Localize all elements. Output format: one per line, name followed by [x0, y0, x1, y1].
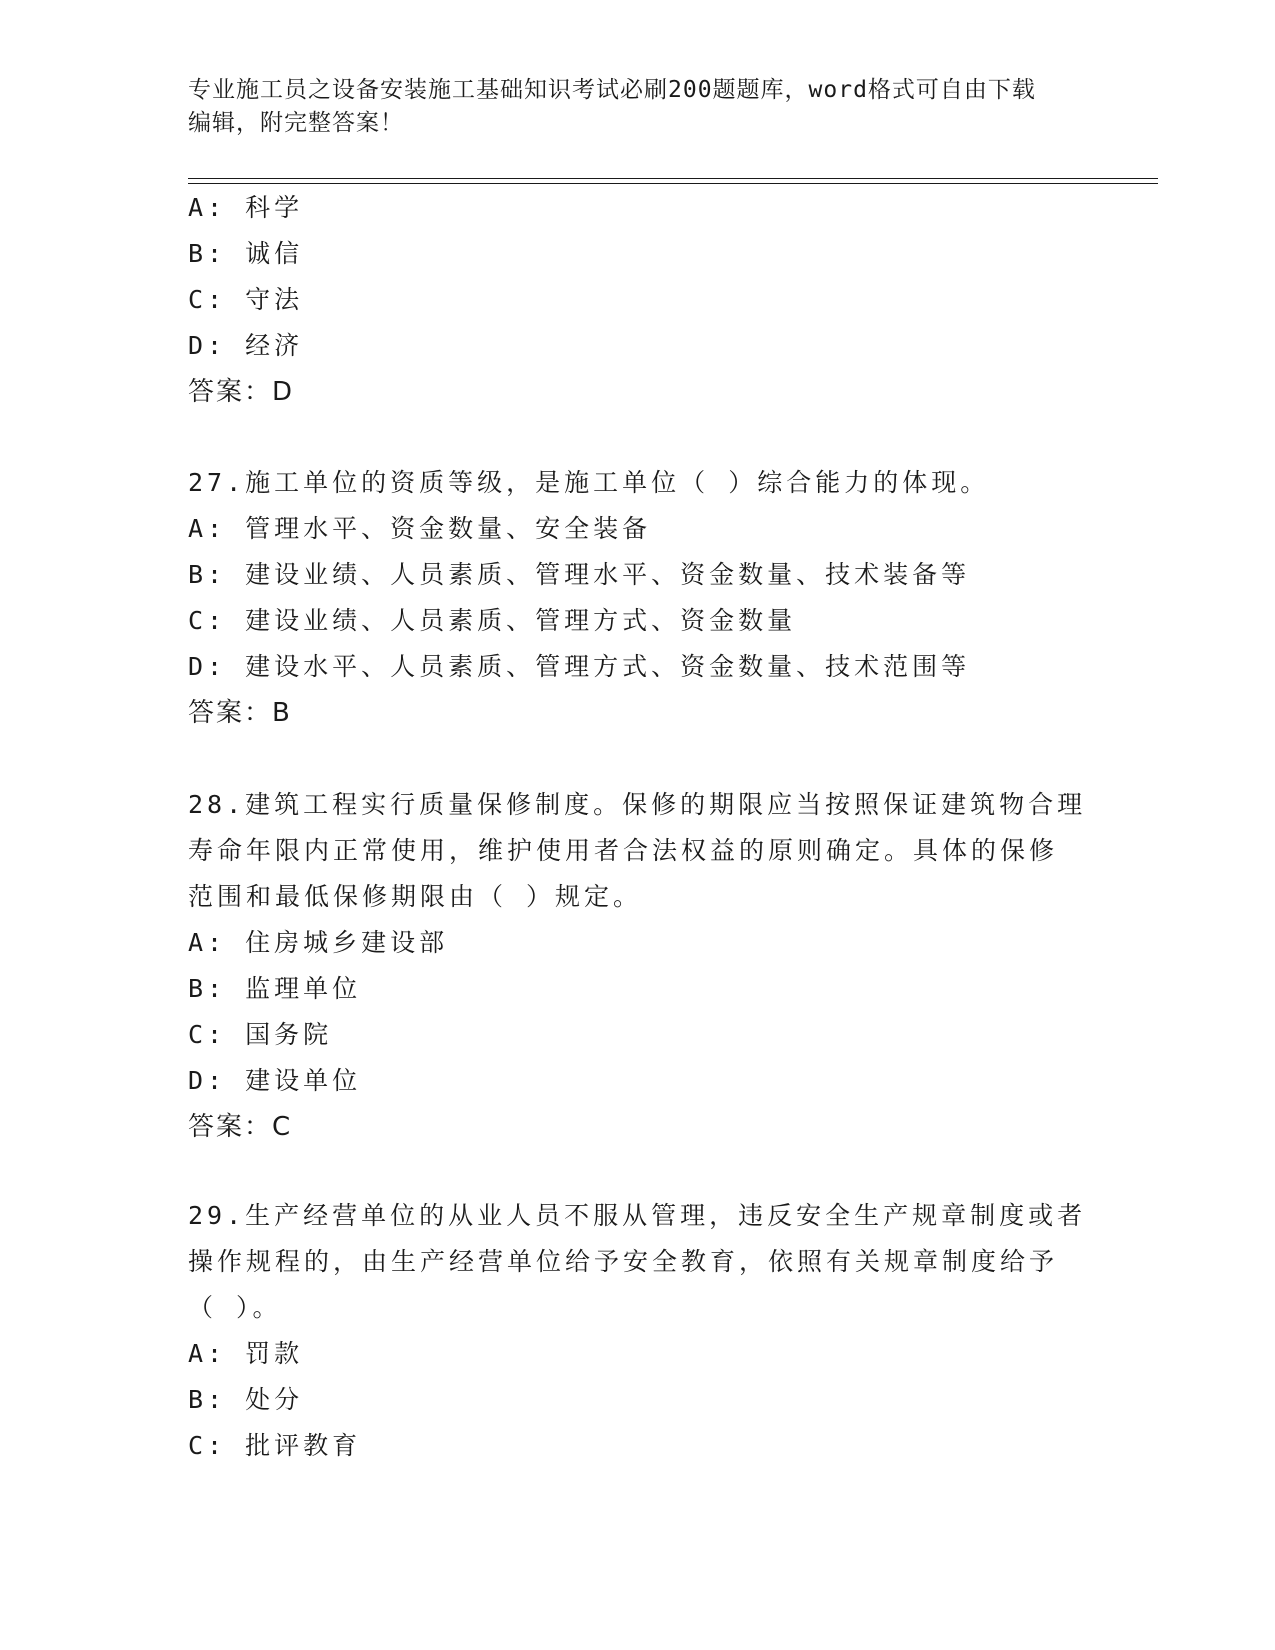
option-b: B: 建设业绩、人员素质、管理水平、资金数量、技术装备等	[188, 560, 971, 589]
question-28	[188, 782, 1088, 1150]
option-b: B: 监理单位	[188, 974, 362, 1003]
question-stem-line-1: 28.建筑工程实行质量保修制度。保修的期限应当按照保证建筑物合理	[188, 790, 1087, 819]
answer: 答案：B	[188, 698, 292, 728]
question-27	[188, 460, 1088, 736]
answer: 答案：D	[188, 377, 295, 407]
question-stem-line-1: 29.生产经营单位的从业人员不服从管理，违反安全生产规章制度或者	[188, 1201, 1087, 1230]
option-a: A: 住房城乡建设部	[188, 928, 449, 957]
question-29	[188, 1193, 1088, 1469]
header-divider-bottom	[188, 183, 1158, 184]
option-d: D: 经济	[188, 331, 304, 360]
option-a: A: 科学	[188, 193, 304, 222]
header-line-2: 编辑，附完整答案！	[188, 110, 404, 136]
option-b: B: 处分	[188, 1385, 304, 1414]
option-a: A: 管理水平、资金数量、安全装备	[188, 514, 652, 543]
question-stem-line-2: 寿命年限内正常使用，维护使用者合法权益的原则确定。具体的保修	[188, 836, 1059, 865]
answer: 答案：C	[188, 1112, 293, 1142]
question-stem-line-3: （ ）。	[188, 1293, 282, 1322]
option-a: A: 罚款	[188, 1339, 304, 1368]
option-c: C: 批评教育	[188, 1431, 362, 1460]
question-stem: 27.施工单位的资质等级，是施工单位（ ）综合能力的体现。	[188, 468, 990, 497]
header-line-1: 专业施工员之设备安装施工基础知识考试必刷200题题库，word格式可自由下载	[188, 77, 1036, 103]
option-c: C: 建设业绩、人员素质、管理方式、资金数量	[188, 606, 797, 635]
option-c: C: 国务院	[188, 1020, 333, 1049]
question-stem-line-2: 操作规程的，由生产经营单位给予安全教育，依照有关规章制度给予	[188, 1247, 1059, 1276]
option-d: D: 建设水平、人员素质、管理方式、资金数量、技术范围等	[188, 652, 971, 681]
header-divider-top	[188, 178, 1158, 179]
question-26	[188, 185, 1088, 415]
question-stem-line-3: 范围和最低保修期限由（ ）规定。	[188, 882, 643, 911]
option-d: D: 建设单位	[188, 1066, 362, 1095]
option-c: C: 守法	[188, 285, 304, 314]
document-header	[188, 74, 1068, 140]
option-b: B: 诚信	[188, 239, 304, 268]
